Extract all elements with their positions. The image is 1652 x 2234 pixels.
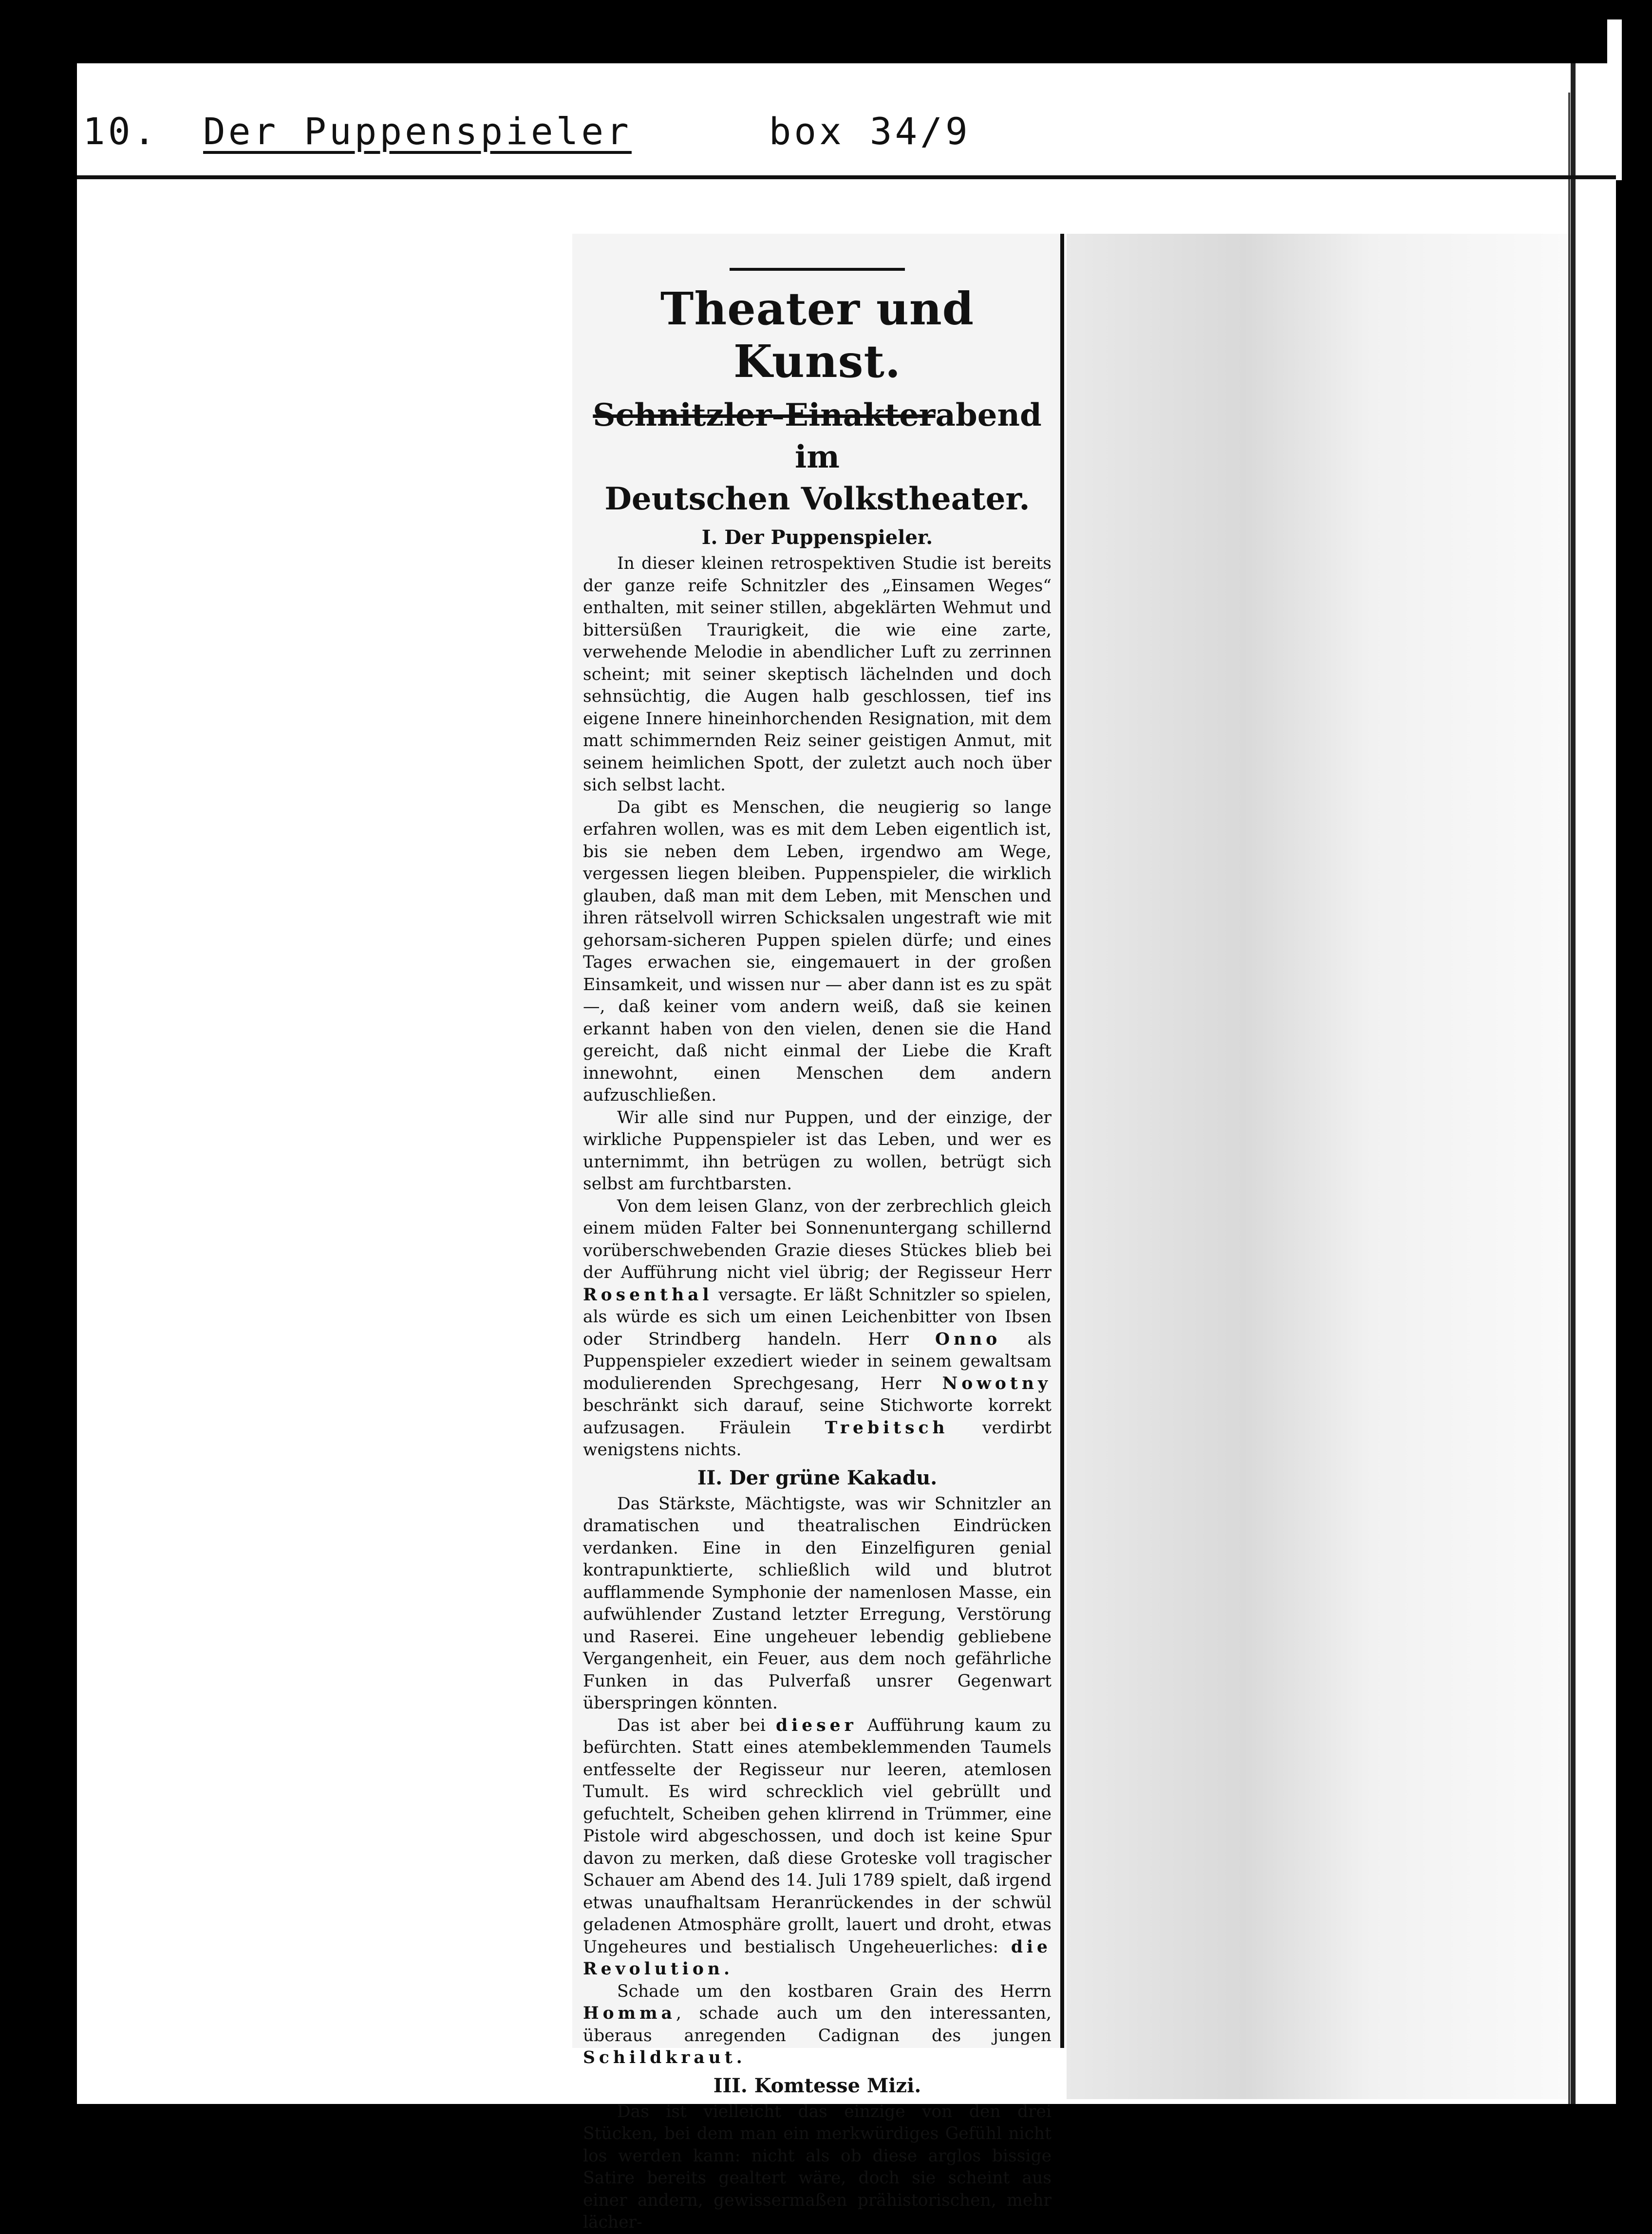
folder-title: Der Puppenspieler	[203, 110, 632, 153]
name-schildkraut: Schildkraut.	[583, 2048, 746, 2067]
paragraph-3: Wir alle sind nur Puppen, und der einzige, der wirkliche Puppenspieler ist das Leben, und wer es unternimmt, ihn betrügen zu wollen, betrügt sich selbst am furchtbarsten.	[583, 1108, 1051, 1194]
paragraph-5: Das Stärkste, Mächtigste, was wir Schnitzler an dramatischen und theatralischen Eindrücken verdanken. Eine in den Einzelfiguren genial kontrapunktierte, schließlich wild und blutrot aufflammende Symphonie der namenlosen Masse, ein aufwühlender Zustand letzter Erregung, Verstörung und Raserei. Eine ungeheuer lebendig gebliebene Vergangenheit, ein Feuer, aus dem noch gefährliche Funken in das Pulverfaß unsrer Gegenwart überspringen könnten.	[583, 1494, 1051, 1713]
paragraph-8: Das ist vielleicht das einzige von den drei Stücken, bei dem man ein merkwürdiges Gefühl nicht los werden kann: nicht als ob diese arglos bissige Satire bereits gealtert wäre, doch sie scheint aus einer andern, gewissermaßen prähistorischen, mehr lächer-	[583, 2102, 1051, 2232]
p4-text-b: versagte. Er läßt Schnitzler so spielen, als würde es sich um einen Leichenbitter von Ibsen oder Strindberg handeln. Herr	[583, 1285, 1052, 1349]
archive-header	[83, 110, 971, 153]
backing-paper	[1067, 234, 1573, 2099]
headline-line2: Deutschen Volkstheater.	[604, 481, 1030, 517]
word-revolution: die Revolution.	[583, 1937, 1051, 1979]
headline-struck-text: Schnitzler-Einakter	[593, 397, 936, 433]
paragraph-4	[583, 1196, 1051, 1462]
name-nowotny: Nowotny	[942, 1373, 1051, 1393]
paragraph-2: Da gibt es Menschen, die neugierig so lange erfahren wollen, was es mit dem Leben eigentlich ist, bis sie neben dem Leben, irgendwo am Wege, vergessen liegen bleiben. Puppenspieler, die wirklich glauben, daß man mit dem Leben, mit Menschen und ihren rätselvoll wirren Schicksalen ungestraft wie mit gehorsam-sicheren Puppen spielen dürfe; und eines Tages erwachen sie, eingemauert in der großen Einsamkeit, und wissen nur — aber dann ist es zu spät —, daß keiner vom andern weiß, daß sie keinen erkannt haben von den vielen, denen sie die Hand gereicht, daß nicht einmal der Liebe die Kraft innewohnt, einen Menschen dem andern aufzuschließen.	[583, 797, 1051, 1105]
p4-text-a: Von dem leisen Glanz, von der zerbrechlich gleich einem müden Falter bei Sonnenuntergang schillernd vorüberschwebenden Grazie dieses Stückes blieb bei der Aufführung nicht viel übrig; der Regisseur Herr	[583, 1196, 1051, 1282]
name-homma: Homma	[583, 2004, 676, 2023]
headline-rest: abend im	[794, 397, 1042, 475]
newspaper-clipping	[572, 234, 1064, 2232]
folder-number: 10.	[83, 110, 159, 153]
part3-title: III. Komtesse Mizi.	[713, 2074, 921, 2097]
box-label: box 34/9	[769, 110, 971, 153]
column-rule	[730, 268, 905, 271]
p6-text-a: Das ist aber bei	[617, 1715, 766, 1735]
name-rosenthal: Rosenthal	[583, 1285, 713, 1305]
backing-edge	[1568, 93, 1570, 2104]
p7-text-b: , schade auch um den interessanten, überaus anregenden Cadignan des jungen	[583, 2004, 1051, 2046]
paragraph-7	[583, 1981, 1051, 2069]
paragraph-6	[583, 1715, 1051, 1981]
article-headline	[583, 394, 1051, 520]
section-title: Theater und Kunst.	[660, 282, 975, 388]
p7-text-a: Schade um den kostbaren Grain des Herrn	[617, 1981, 1051, 2001]
p4-text-d: beschränkt sich darauf, seine Stichworte korrekt aufzusagen. Fräulein	[583, 1396, 1051, 1438]
word-dieser: dieser	[776, 1715, 857, 1735]
p4-text-e: verdirbt wenigstens nichts.	[583, 1418, 1051, 1460]
p6-text-b: Aufführung kaum zu befürchten. Statt eines atembeklemmenden Taumels entfesselte der Regisseur nur leeren, atemlosen Tumult. Es wird schrecklich viel gebrüllt und gefuchtelt, Scheiben gehen klirrend in Trümmer, eine Pistole wird abgeschossen, und doch ist keine Spur davon zu merken, daß diese Groteske voll tragischer Schauer am Abend des 14. Juli 1789 spielt, daß irgend etwas unaufhaltsam Heranrückendes in der schwül geladenen Atmosphäre grollt, lauert und droht, etwas Ungeheures und bestialisch Ungeheuerliches:	[583, 1715, 1051, 1957]
name-trebitsch: Trebitsch	[825, 1418, 949, 1438]
part1-title: I. Der Puppenspieler.	[701, 526, 933, 549]
p4-text-c: als Puppenspieler exzediert wieder in seinem gewaltsam modulierenden Sprechgesang, Herr	[583, 1329, 1052, 1393]
name-onno: Onno	[935, 1329, 1001, 1349]
part2-title: II. Der grüne Kakadu.	[697, 1466, 938, 1489]
paragraph-1: In dieser kleinen retrospektiven Studie ist bereits der ganze reife Schnitzler des „Einsamen Weges“ enthalten, mit seiner stillen, abgeklärten Wehmut und bittersüßen Traurigkeit, die wie eine zarte, verwehende Melodie in abendlicher Luft zu zerrinnen scheint; mit seiner skeptisch lächelnden und doch sehnsüchtig, die Augen halb geschlossen, tief ins eigene Innere hineinhorchenden Resignation, mit dem matt schimmernden Reiz seiner geistigen Anmut, mit seinem heimlichen Spott, der zuletzt auch noch über sich selbst lacht.	[583, 554, 1051, 795]
sheet-edge	[1571, 63, 1576, 2104]
